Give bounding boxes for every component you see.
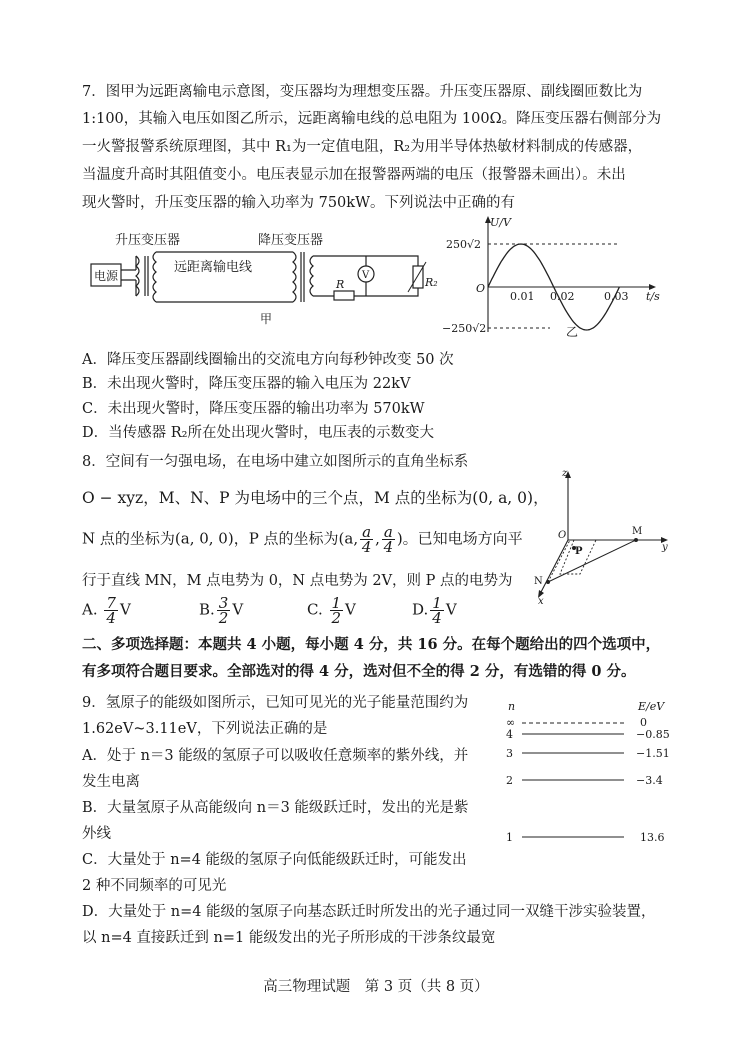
figure-a-caption: 甲 [260,312,273,326]
q7-option-c: C．未出现火警时，降压变压器的输出功率为 570kW [82,401,425,417]
q7-option-b: B．未出现火警时，降压变压器的输入电压为 22kV [82,376,411,392]
q7-line-4: 当温度升高时其阻值变小。电压表显示加在报警器两端的电压（报警器未画出）。未出 [82,167,626,183]
q8-fraction-2 [382,525,395,554]
q8-line3-start: N 点的坐标为(a, 0, 0)，P 点的坐标为(a, [82,529,359,548]
line-mn [548,540,636,582]
q9-option-d-1: D．大量处于 n=4 能级的氢原子向基态跃迁时所发出的光子通过同一双缝干涉实验装置， [82,904,656,920]
x-tick-2: 0.03 [604,290,629,303]
x-axis-label: t/s [646,290,660,303]
voltmeter-label: V [362,270,370,281]
q9-line-1: 9．氢原子的能级如图所示，已知可见光的光子能量范围约为 [82,695,469,711]
q8-line-2: O − xyz，M、N、P 为电场中的三个点，M 点的坐标为(0, a, 0)， [82,489,549,507]
energy-level-inf [506,716,647,729]
svg-text:−0.85: −0.85 [636,728,670,741]
q8-option-d: D. $\frac{1}{4}$ V [412,594,457,627]
q9-option-b-1: B．大量氢原子从高能级向 n＝3 能级跃迁时，发出的光是紫 [82,800,469,816]
q8-line-4: 行于直线 MN，M 点电势为 0，N 点电势为 2V，则 P 点的电势为 [82,573,513,589]
q8-line-3: N 点的坐标为(a, 0, 0)，P 点的坐标为(a, $\frac{a}{4}$ , $\frac{a}{4}$ )。已知电场方向平 [82,523,523,556]
x-tick-1: 0.02 [550,290,575,303]
svg-text:2: 2 [506,774,513,787]
q8-line-1: 8．空间有一匀强电场，在电场中建立如图所示的直角坐标系 [82,454,469,470]
figure-voltage-graph [440,214,670,338]
step-down-label: 降压变压器 [258,233,324,248]
x-tick-0: 0.01 [510,290,535,303]
svg-text:−1.51: −1.51 [636,747,670,760]
y-axis-label: U/V [490,216,511,229]
q8-option-a: A. $\frac{7}{4}$ V [82,594,131,627]
y-min-label: −250√2 [442,322,487,335]
point-m: M [632,526,643,537]
q8-option-b: B. $\frac{3}{2}$ V [199,594,244,627]
q8-frac1-den: 4 [361,538,372,556]
q7-option-a: A．降压变压器副线圈输出的交流电方向每秒钟改变 50 次 [82,352,454,368]
point-n: N [534,576,543,587]
q7-line-1: 7．图甲为远距离输电示意图，变压器均为理想变压器。升压变压器原、副线圈匝数比为 [82,84,643,100]
e-header: E/eV [638,700,665,713]
resistor-r1 [334,291,354,300]
q8-line3-end: )。已知电场方向平 [396,529,523,548]
svg-text:13.6: 13.6 [640,831,665,844]
q8-frac2-num: a [383,523,393,541]
resistor-r1-label: R [336,278,345,291]
z-axis-label: z [562,468,568,479]
svg-text:0: 0 [640,716,647,729]
figure-coordinate-system [528,466,678,606]
q7-line-2: 1:100，其输入电压如图乙所示，远距离输电线的总电阻为 100Ω。降压变压器右侧部分为 [82,111,662,127]
n-header: n [508,700,516,713]
origin-o: O [558,530,567,541]
q9-option-b-2: 外线 [82,826,111,842]
source-label: 电源 [94,269,119,283]
figure-transmission-circuit [88,228,438,328]
svg-text:4: 4 [506,728,513,741]
q8-option-c: C. $\frac{1}{2}$ V [307,594,356,627]
y-max-label: 250√2 [446,238,482,251]
svg-text:−3.4: −3.4 [636,774,663,787]
q8-fraction-1 [360,525,373,554]
energy-level-3 [506,747,670,760]
svg-text:1: 1 [506,831,513,844]
section-2-line-2: 有多项符合题目要求。全部选对的得 4 分，选对但不全的得 2 分，有选错的得 0 分。 [82,663,636,680]
q8-frac1-num: a [362,523,372,541]
x-axis-label: x [538,596,544,607]
page-footer: 高三物理试题 第 3 页（共 8 页） [263,979,489,995]
q9-line-2: 1.62eV~3.11eV，下列说法正确的是 [82,721,328,737]
energy-level-2 [506,774,663,787]
q7-option-d: D．当传感器 R₂所在处出现火警时，电压表的示数变大 [82,425,434,441]
transmission-line-label: 远距离输电线 [174,260,253,275]
q9-option-c-1: C．大量处于 n=4 能级的氢原子向低能级跃迁时，可能发出 [82,852,467,868]
q7-line-3: 一火警报警系统原理图，其中 R₁为一定值电阻，R₂为用半导体热敏材料制成的传感器， [82,139,643,155]
q9-option-c-2: 2 种不同频率的可见光 [82,878,227,894]
figure-b-caption: 乙 [566,325,579,339]
q9-option-a-1: A．处于 n＝3 能级的氢原子可以吸收任意频率的紫外线，并 [82,748,469,764]
section-2-line-1: 二、多项选择题：本题共 4 小题，每小题 4 分，共 16 分。在每个题给出的四个选项中， [82,636,661,653]
q9-option-a-2: 发生电离 [82,774,140,790]
energy-level-1 [506,831,665,844]
energy-level-4 [506,728,670,741]
y-axis-label: y [662,542,668,553]
point-p: P [575,546,583,557]
origin-label: O [476,282,486,295]
svg-text:∞: ∞ [506,716,516,729]
step-up-label: 升压变压器 [115,233,181,248]
q8-frac2-den: 4 [383,538,394,556]
q7-line-5: 现火警时，升压变压器的输入功率为 750kW。下列说法中正确的有 [82,195,515,211]
figure-energy-levels [500,696,680,846]
sensor-r2-label: R₂ [425,276,438,289]
q9-option-d-2: 以 n=4 直接跃迁到 n=1 能级发出的光子所形成的干涉条纹最宽 [82,930,496,946]
svg-text:3: 3 [506,747,513,760]
